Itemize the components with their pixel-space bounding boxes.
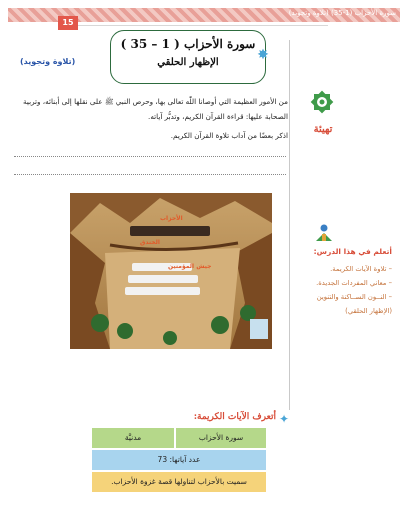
answer-line[interactable] — [14, 174, 286, 175]
butterfly-icon: ✦ — [279, 412, 290, 426]
greeting-label: تهيئة — [313, 124, 333, 135]
list-item: (الإظهار الحلقي) — [345, 307, 392, 315]
running-title: سورة الأحزاب (1-35) (تلاوة وتجويد) — [288, 9, 396, 17]
learn-objectives-title: أتعلم في هذا الدرس: — [313, 247, 392, 256]
list-item: – النــون الســاكنة والتنوين — [316, 293, 392, 301]
intro-paragraph: من الأمور العظيمة التي أوصانا اللّٰه تعالى بها، وحرص النبي ﷺ على نقلها إلى أبنائه، وتربية الصحابة عليها: قراءة القرآن الكريم، وتدبُّر آياته. — [23, 97, 288, 121]
recognize-title: أتعرف الآيات الكريمة: — [193, 412, 276, 422]
illustration-label-believers: جيش المؤمنين — [168, 263, 212, 270]
surah-name-cell: سورة الأحزاب — [176, 428, 266, 448]
verse-count-cell: عدد آياتها: 73 — [92, 450, 266, 470]
lesson-subtitle: (تلاوة وتجويد) — [20, 57, 76, 66]
learning-icon — [313, 222, 335, 244]
intro-task: اذكر بعضًا من آداب تلاوة القرآن الكريم. — [170, 131, 288, 140]
column-divider — [289, 40, 290, 410]
list-item: – تلاوة الآيات الكريمة. — [330, 265, 392, 273]
surah-type-cell: مدنيَّة — [92, 428, 174, 448]
top-divider — [78, 25, 328, 26]
learn-objectives-list — [308, 262, 392, 318]
answer-line[interactable] — [14, 156, 286, 157]
page-number: 15 — [58, 16, 78, 30]
lesson-topic: الإظهار الحلقي — [157, 57, 219, 68]
islamic-star-icon — [308, 88, 336, 116]
illustration-label-confederates: الأحزاب — [160, 215, 183, 222]
battle-of-trench-illustration — [70, 193, 272, 349]
star-ornament-icon: ✸ — [257, 47, 269, 63]
lesson-title: سورة الأحزاب ( 1 – 35 ) — [120, 37, 256, 51]
lesson-title-box — [110, 30, 266, 84]
naming-reason-cell: سميت بالأحزاب لتناولها قصة غزوة الأحزاب. — [92, 472, 266, 492]
list-item: – معاني المفردات الجديدة. — [316, 279, 392, 287]
illustration-label-trench: الخندق — [140, 239, 160, 246]
